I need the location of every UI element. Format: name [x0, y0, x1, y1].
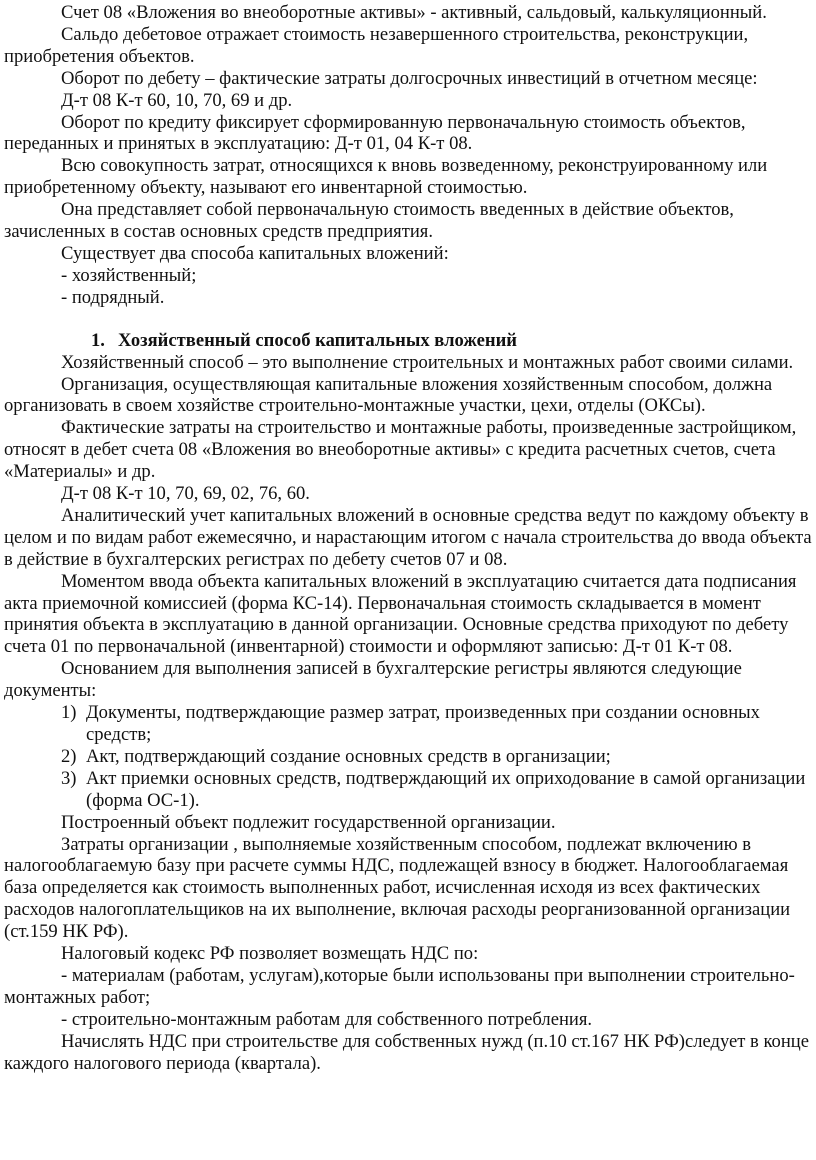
- list-item: [4, 702, 812, 746]
- paragraph-documents-basis: Основанием для выполнения записей в бухгалтерские регистры являются следующие документы:: [4, 658, 742, 702]
- entry-debit-08: Д-т 08 К-т 60, 10, 70, 69 и др.: [61, 89, 293, 111]
- list-item-text: Акт приемки основных средств, подтверждающий их оприходование в самой организации (форма ОС-1).: [86, 767, 806, 811]
- paragraph-two-methods: Существует два способа капитальных вложений:: [61, 242, 449, 264]
- paragraph-actual-costs: Фактические затраты на строительство и монтажные работы, произведенные застройщиком, относят в дебет счета 08 «Вложения во внеоборотные активы» с кредита расчетных счетов, счета «Материалы» и др.: [4, 417, 797, 483]
- paragraph-initial-cost: Она представляет собой первоначальную стоимость введенных в действие объектов, зачисленных в состав основных средств предприятия.: [4, 199, 734, 243]
- list-item-number: 1): [61, 702, 77, 724]
- paragraph-commissioning: Моментом ввода объекта капитальных вложений в эксплуатацию считается дата подписания акта приемочной комиссией (форма КС-14). Первоначальная стоимость складывается в момент принятия объекта в эксплуатацию в данной организации. Основные средства приходуют по дебету счета 01 по первоначальной (инвентарной) стоимости и оформляют записью: Д-т 01 К-т 08.: [4, 570, 797, 658]
- section-heading: [4, 330, 812, 352]
- paragraph-built-object: Построенный объект подлежит государственной организации.: [61, 811, 556, 833]
- method-item-own: - хозяйственный;: [61, 264, 197, 286]
- list-item-number: 2): [61, 745, 77, 767]
- paragraph-vat-base: Затраты организации , выполняемые хозяйственным способом, подлежат включению в налогооблагаемую базу при расчете суммы НДС, подлежащей взносу в бюджет. Налогооблагаемая база определяется как стоимость выполненных работ, исчисленная исходя из всех фактических расходов налогоплательщиков на их выполнение, включая расходы реорганизованной организации (ст.159 НК РФ).: [4, 833, 791, 943]
- section-heading-number: 1.: [91, 329, 105, 351]
- paragraph-tax-code: Налоговый кодекс РФ позволяет возмещать НДС по:: [61, 943, 479, 965]
- entry-debit-08-second: Д-т 08 К-т 10, 70, 69, 02, 76, 60.: [61, 483, 310, 505]
- vat-item-construction: - строительно-монтажным работам для собственного потребления.: [61, 1008, 593, 1030]
- vat-item-materials: - материалам (работам, услугам),которые были использованы при выполнении строительно-монтажных работ;: [4, 964, 795, 1008]
- paragraph-analytical-accounting: Аналитический учет капитальных вложений в основные средства ведут по каждому объекту в целом и по видам работ ежемесячно, и нарастающим итогом с начала строительства до ввода объекта в действие в бухгалтерских регистрах по дебету счетов 07 и 08.: [4, 504, 812, 570]
- paragraph-inventory-cost: Всю совокупность затрат, относящихся к вновь возведенному, реконструированному или приобретенному объекту, называют его инвентарной стоимостью.: [4, 155, 768, 199]
- paragraph-debit-turnover: Оборот по дебету – фактические затраты долгосрочных инвестиций в отчетном месяце:: [61, 67, 758, 89]
- paragraph-own-method-definition: Хозяйственный способ – это выполнение строительных и монтажных работ своими силами.: [61, 351, 794, 373]
- list-item-number: 3): [61, 767, 77, 789]
- paragraph-debit-balance: Сальдо дебетовое отражает стоимость незавершенного строительства, реконструкции, приобретения объектов.: [4, 23, 749, 67]
- list-item: [4, 746, 812, 768]
- paragraph-account-08: Счет 08 «Вложения во внеоборотные активы» - активный, сальдовый, калькуляционный.: [61, 2, 767, 23]
- section-heading-text: Хозяйственный способ капитальных вложений: [118, 329, 518, 351]
- list-item-text: Акт, подтверждающий создание основных средств в организации;: [86, 745, 611, 767]
- blank-line: [4, 309, 812, 330]
- method-item-contract: - подрядный.: [61, 286, 165, 308]
- documents-list: [4, 702, 812, 812]
- list-item: [4, 768, 812, 812]
- list-item-text: Документы, подтверждающие размер затрат, произведенных при создании основных средств;: [86, 702, 760, 745]
- paragraph-organization: Организация, осуществляющая капитальные вложения хозяйственным способом, должна организовать в своем хозяйстве строительно-монтажные участки, цехи, отделы (ОКСы).: [4, 373, 773, 417]
- paragraph-vat-accrual: Начислять НДС при строительстве для собственных нужд (п.10 ст.167 НК РФ)следует в конце каждого налогового периода (квартала).: [4, 1030, 809, 1074]
- paragraph-credit-turnover: Оборот по кредиту фиксирует сформированную первоначальную стоимость объектов, переданных и принятых в эксплуатацию: Д-т 01, 04 К-т 08.: [4, 111, 746, 155]
